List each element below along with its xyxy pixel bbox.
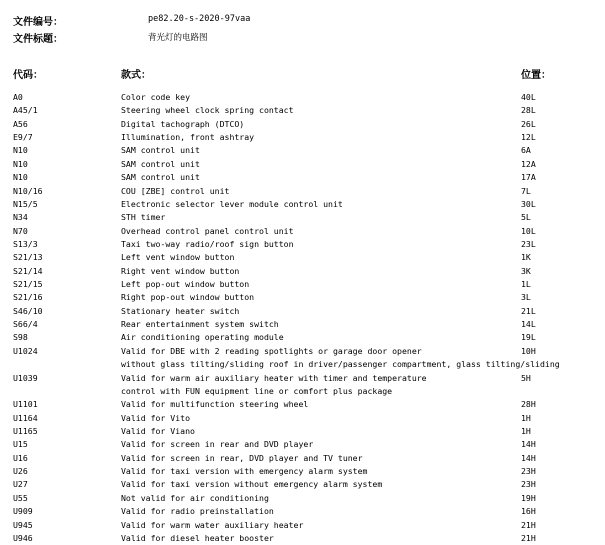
item-description: Air conditioning operating module xyxy=(121,332,284,343)
item-position: 3K xyxy=(521,265,531,276)
item-position: 3L xyxy=(521,292,531,303)
header-style: 款式： xyxy=(121,70,151,81)
item-description: Valid for warm water auxiliary heater xyxy=(121,519,304,530)
item-description: Left vent window button xyxy=(121,252,235,263)
item-position: 10H xyxy=(521,345,536,356)
item-code: U1024 xyxy=(13,345,38,356)
item-code: E9/7 xyxy=(13,132,33,143)
list-item xyxy=(0,331,605,344)
item-description: Valid for screen in rear, DVD player and TV tuner xyxy=(121,452,363,463)
item-position: 12L xyxy=(521,132,536,143)
item-description: Steering wheel clock spring contact xyxy=(121,105,294,116)
item-description: Valid for Viano xyxy=(121,425,195,436)
item-description: Valid for taxi version without emergency alarm system xyxy=(121,479,383,490)
list-item xyxy=(0,211,605,224)
list-item xyxy=(0,385,605,398)
doc-number-label: 文件编号： xyxy=(13,17,63,28)
item-position: 40L xyxy=(521,92,536,102)
item-description: Valid for screen in rear and DVD player xyxy=(121,439,314,450)
item-position: 14L xyxy=(521,319,536,330)
list-item xyxy=(0,91,605,104)
list-item xyxy=(0,438,605,451)
item-description: STH timer xyxy=(121,212,166,223)
item-code: U27 xyxy=(13,479,28,490)
item-code: A56 xyxy=(13,118,28,129)
item-position: 19L xyxy=(521,332,536,343)
item-description: SAM control unit xyxy=(121,158,200,169)
item-code: S21/16 xyxy=(13,292,43,303)
list-item xyxy=(0,104,605,117)
item-position: 14H xyxy=(521,439,536,450)
list-item xyxy=(0,278,605,291)
list-item xyxy=(0,452,605,465)
item-position: 1L xyxy=(521,279,531,290)
item-code: U1101 xyxy=(13,399,38,410)
list-item xyxy=(0,118,605,131)
item-position: 1H xyxy=(521,412,531,423)
item-code: N70 xyxy=(13,225,28,236)
list-item xyxy=(0,519,605,532)
item-description: Right pop-out window button xyxy=(121,292,255,303)
item-position: 12A xyxy=(521,158,536,169)
item-description: SAM control unit xyxy=(121,172,200,183)
item-description: Valid for Vito xyxy=(121,412,191,423)
item-code: S13/3 xyxy=(13,238,38,249)
item-position: 19H xyxy=(521,492,536,503)
item-position: 28H xyxy=(521,399,536,410)
item-description: Valid for taxi version with emergency alarm system xyxy=(121,466,368,477)
item-description: Valid for radio preinstallation xyxy=(121,506,274,517)
item-code: A45/1 xyxy=(13,105,38,116)
item-code: S98 xyxy=(13,332,28,343)
list-item xyxy=(0,265,605,278)
list-item xyxy=(0,532,605,545)
item-position: 16H xyxy=(521,506,536,517)
item-description: Illumination, front ashtray xyxy=(121,132,255,143)
list-item xyxy=(0,425,605,438)
item-code: S21/15 xyxy=(13,279,43,290)
list-item xyxy=(0,478,605,491)
item-description: Stationary heater switch xyxy=(121,305,240,316)
list-item xyxy=(0,251,605,264)
list-item xyxy=(0,144,605,157)
item-description: Color code key xyxy=(121,92,191,102)
header-code: 代码： xyxy=(13,70,43,81)
item-code: U15 xyxy=(13,439,28,450)
item-code: S21/14 xyxy=(13,265,43,276)
item-description: Valid for diesel heater booster xyxy=(121,532,274,543)
item-description: Valid for warm air auxiliary heater with timer and temperature xyxy=(121,372,427,383)
item-code: U1164 xyxy=(13,412,38,423)
item-position: 17A xyxy=(521,172,536,183)
list-item xyxy=(0,492,605,505)
item-code: N10 xyxy=(13,172,28,183)
item-position: 5H xyxy=(521,372,531,383)
item-code: U55 xyxy=(13,492,28,503)
item-position: 21H xyxy=(521,532,536,543)
list-item xyxy=(0,291,605,304)
item-code: S46/10 xyxy=(13,305,43,316)
item-position: 23H xyxy=(521,479,536,490)
list-item xyxy=(0,171,605,184)
item-position: 10L xyxy=(521,225,536,236)
item-description: Electronic selector lever module control unit xyxy=(121,198,343,209)
list-item xyxy=(0,505,605,518)
item-code: U1165 xyxy=(13,425,38,436)
list-item xyxy=(0,198,605,211)
item-description: Left pop-out window button xyxy=(121,279,250,290)
item-code: N34 xyxy=(13,212,28,223)
item-position: 7L xyxy=(521,185,531,196)
list-item xyxy=(0,412,605,425)
list-item xyxy=(0,358,605,371)
item-code: U946 xyxy=(13,532,33,543)
list-item xyxy=(0,372,605,385)
doc-title-label: 文件标题： xyxy=(13,34,63,45)
item-description: Valid for multifunction steering wheel xyxy=(121,399,309,410)
item-code: S66/4 xyxy=(13,319,38,330)
item-position: 23L xyxy=(521,238,536,249)
list-item xyxy=(0,318,605,331)
item-description: COU [ZBE] control unit xyxy=(121,185,230,196)
item-position: 14H xyxy=(521,452,536,463)
item-position: 26L xyxy=(521,118,536,129)
item-description: control with FUN equipment line or comfort plus package xyxy=(121,385,393,396)
header-position: 位置： xyxy=(521,70,551,81)
item-code: N15/5 xyxy=(13,198,38,209)
component-list xyxy=(0,91,605,545)
item-code: S21/13 xyxy=(13,252,43,263)
list-item xyxy=(0,238,605,251)
item-position: 5L xyxy=(521,212,531,223)
item-description: Digital tachograph (DTCO) xyxy=(121,118,245,129)
item-description: SAM control unit xyxy=(121,145,200,156)
item-code: N10 xyxy=(13,145,28,156)
item-position: 1H xyxy=(521,425,531,436)
doc-title-value: 背光灯的电路图 xyxy=(148,33,208,43)
list-item xyxy=(0,345,605,358)
item-description: Right vent window button xyxy=(121,265,240,276)
item-code: A0 xyxy=(13,92,23,102)
list-item xyxy=(0,158,605,171)
item-code: N10/16 xyxy=(13,185,43,196)
item-position: 6A xyxy=(521,145,531,156)
item-position: 30L xyxy=(521,198,536,209)
item-description: Valid for DBE with 2 reading spotlights or garage door opener xyxy=(121,345,422,356)
item-position: 21H xyxy=(521,519,536,530)
item-position: 23H xyxy=(521,466,536,477)
list-item xyxy=(0,131,605,144)
item-code: U909 xyxy=(13,506,33,517)
list-item xyxy=(0,225,605,238)
item-code: U16 xyxy=(13,452,28,463)
item-description: Rear entertainment system switch xyxy=(121,319,279,330)
item-description: Taxi two-way radio/roof sign button xyxy=(121,238,294,249)
list-item xyxy=(0,465,605,478)
list-item xyxy=(0,305,605,318)
item-description: without glass tilting/sliding roof in driver/passenger compartment, glass tilting/sliding xyxy=(121,359,560,370)
item-description: Overhead control panel control unit xyxy=(121,225,294,236)
doc-number-value: pe82.20-s-2020-97vaa xyxy=(148,14,251,24)
item-position: 1K xyxy=(521,252,531,263)
item-description: Not valid for air conditioning xyxy=(121,492,269,503)
item-code: N10 xyxy=(13,158,28,169)
list-item xyxy=(0,398,605,411)
item-code: U26 xyxy=(13,466,28,477)
item-code: U945 xyxy=(13,519,33,530)
item-position: 21L xyxy=(521,305,536,316)
item-position: 28L xyxy=(521,105,536,116)
item-code: U1039 xyxy=(13,372,38,383)
list-item xyxy=(0,185,605,198)
